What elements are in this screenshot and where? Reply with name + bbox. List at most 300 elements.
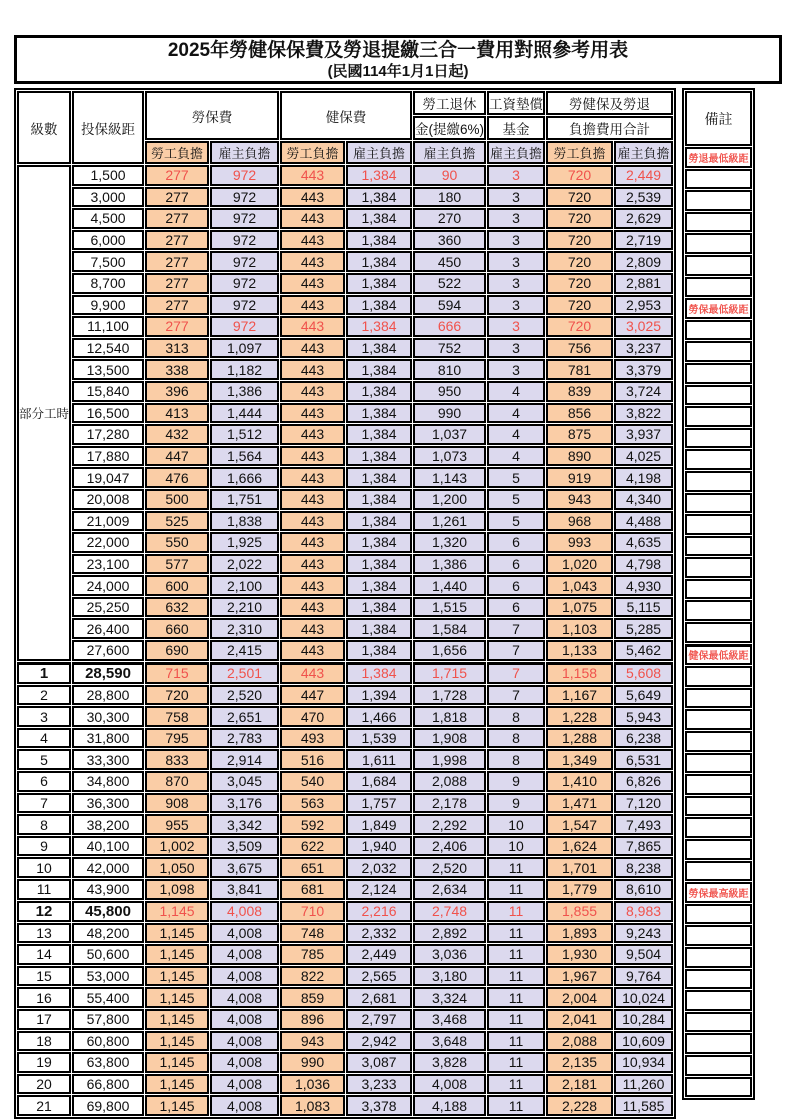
- bracket-cell: 20,008: [72, 489, 144, 510]
- value-cell: 810: [413, 359, 486, 380]
- value-cell: 11: [487, 901, 545, 922]
- value-cell: 2,748: [413, 901, 486, 922]
- value-cell: 3: [487, 208, 545, 229]
- note-row: [685, 644, 752, 666]
- value-cell: 1,908: [413, 728, 486, 749]
- value-cell: 3,828: [413, 1052, 486, 1073]
- note-row: [685, 1055, 752, 1076]
- note-row: [685, 363, 752, 384]
- table-row: [17, 424, 673, 445]
- note-row: [685, 536, 752, 557]
- table-row: [17, 944, 673, 965]
- note-row: [685, 190, 752, 211]
- level-cell: 1: [17, 662, 71, 684]
- value-cell: 2,783: [210, 728, 279, 749]
- note-row: [685, 169, 752, 190]
- bracket-cell: 69,800: [72, 1095, 144, 1116]
- bracket-cell: 26,400: [72, 618, 144, 639]
- notes-table-body: [685, 147, 752, 1097]
- value-cell: 748: [280, 923, 345, 944]
- bracket-cell: 38,200: [72, 814, 144, 835]
- note-cell: [685, 493, 752, 514]
- value-cell: 1,701: [546, 857, 613, 878]
- value-cell: 3,180: [413, 966, 486, 987]
- note-row: [685, 925, 752, 946]
- value-cell: 1,384: [346, 597, 412, 618]
- value-cell: 443: [280, 532, 345, 553]
- table-row: [17, 338, 673, 359]
- bracket-cell: 48,200: [72, 923, 144, 944]
- value-cell: 833: [145, 749, 209, 770]
- table-row: [17, 923, 673, 944]
- table-row: [17, 295, 673, 316]
- value-cell: 8: [487, 749, 545, 770]
- value-cell: 1,002: [145, 836, 209, 857]
- value-cell: 3,342: [210, 814, 279, 835]
- table-row: [17, 489, 673, 510]
- value-cell: 1,384: [346, 618, 412, 639]
- note-row: [685, 212, 752, 233]
- value-cell: 1,320: [413, 532, 486, 553]
- value-cell: 720: [546, 273, 613, 294]
- value-cell: 972: [210, 251, 279, 272]
- reference-sheet: [14, 35, 782, 1119]
- value-cell: 758: [145, 706, 209, 727]
- value-cell: 1,440: [413, 575, 486, 596]
- value-cell: 720: [546, 165, 613, 186]
- value-cell: 5: [487, 489, 545, 510]
- value-cell: 10,284: [614, 1009, 673, 1030]
- table-row: [17, 381, 673, 402]
- value-cell: 11: [487, 1009, 545, 1030]
- note-cell: [685, 449, 752, 470]
- table-row: [17, 879, 673, 900]
- value-cell: 4,930: [614, 575, 673, 596]
- note-cell: [685, 277, 752, 298]
- value-cell: 443: [280, 511, 345, 532]
- table-row: [17, 857, 673, 878]
- value-cell: 11: [487, 987, 545, 1008]
- note-cell: 健保最低級距: [685, 644, 752, 666]
- value-cell: 447: [145, 446, 209, 467]
- bracket-cell: 66,800: [72, 1074, 144, 1095]
- value-cell: 3,822: [614, 403, 673, 424]
- value-cell: 990: [413, 403, 486, 424]
- value-cell: 443: [280, 208, 345, 229]
- note-row: [685, 969, 752, 990]
- table-row: [17, 554, 673, 575]
- value-cell: 277: [145, 208, 209, 229]
- value-cell: 2,539: [614, 187, 673, 208]
- value-cell: 2,181: [546, 1074, 613, 1095]
- value-cell: 447: [280, 685, 345, 706]
- note-row: [685, 947, 752, 968]
- bracket-cell: 21,009: [72, 511, 144, 532]
- value-cell: 1,384: [346, 359, 412, 380]
- bracket-cell: 13,500: [72, 359, 144, 380]
- note-row: [685, 1012, 752, 1033]
- value-cell: 10: [487, 814, 545, 835]
- value-cell: 443: [280, 640, 345, 661]
- value-cell: 4,008: [210, 944, 279, 965]
- value-cell: 3: [487, 295, 545, 316]
- bracket-cell: 8,700: [72, 273, 144, 294]
- subheader-employer-share: 雇主負擔: [487, 141, 545, 164]
- value-cell: 2,124: [346, 879, 412, 900]
- value-cell: 11: [487, 1052, 545, 1073]
- note-cell: [685, 1012, 752, 1033]
- value-cell: 943: [546, 489, 613, 510]
- value-cell: 10,934: [614, 1052, 673, 1073]
- note-cell: [685, 255, 752, 276]
- value-cell: 360: [413, 230, 486, 251]
- value-cell: 859: [280, 987, 345, 1008]
- value-cell: 525: [145, 511, 209, 532]
- value-cell: 4,008: [210, 1009, 279, 1030]
- value-cell: 3,025: [614, 316, 673, 337]
- note-cell: [685, 622, 752, 643]
- value-cell: 3: [487, 359, 545, 380]
- value-cell: 3: [487, 230, 545, 251]
- value-cell: 1,666: [210, 467, 279, 488]
- value-cell: 785: [280, 944, 345, 965]
- value-cell: 443: [280, 575, 345, 596]
- value-cell: 5: [487, 467, 545, 488]
- page-subtitle: (民國114年1月1日起): [327, 62, 469, 80]
- note-row: [685, 514, 752, 535]
- value-cell: 1,967: [546, 966, 613, 987]
- value-cell: 1,158: [546, 662, 613, 684]
- table-row: [17, 771, 673, 792]
- note-cell: [685, 536, 752, 557]
- level-cell: 6: [17, 771, 71, 792]
- bracket-cell: 22,000: [72, 532, 144, 553]
- value-cell: 10,024: [614, 987, 673, 1008]
- value-cell: 3,509: [210, 836, 279, 857]
- value-cell: 443: [280, 359, 345, 380]
- level-cell: 14: [17, 944, 71, 965]
- value-cell: 1,384: [346, 295, 412, 316]
- header-wage-fund-line2: 基金: [487, 116, 545, 140]
- table-row: [17, 640, 673, 661]
- value-cell: 1,779: [546, 879, 613, 900]
- value-cell: 592: [280, 814, 345, 835]
- fee-table: [14, 88, 676, 1119]
- table-row: [17, 1052, 673, 1073]
- note-cell: [685, 1033, 752, 1054]
- value-cell: 1,200: [413, 489, 486, 510]
- value-cell: 1,020: [546, 554, 613, 575]
- title-box: [14, 35, 782, 84]
- value-cell: 6: [487, 554, 545, 575]
- value-cell: 720: [546, 187, 613, 208]
- value-cell: 4,008: [210, 1074, 279, 1095]
- note-row: [685, 904, 752, 925]
- note-cell: [685, 600, 752, 621]
- value-cell: 4,008: [210, 901, 279, 922]
- value-cell: 9: [487, 793, 545, 814]
- value-cell: 1,036: [280, 1074, 345, 1095]
- note-cell: [685, 190, 752, 211]
- value-cell: 1,228: [546, 706, 613, 727]
- value-cell: 1,656: [413, 640, 486, 661]
- value-cell: 720: [546, 316, 613, 337]
- table-row: [17, 251, 673, 272]
- note-row: [685, 861, 752, 882]
- value-cell: 443: [280, 554, 345, 575]
- value-cell: 6: [487, 597, 545, 618]
- value-cell: 1,384: [346, 489, 412, 510]
- note-row: [685, 298, 752, 319]
- note-row: [685, 341, 752, 362]
- note-cell: [685, 796, 752, 817]
- value-cell: 550: [145, 532, 209, 553]
- note-cell: [685, 212, 752, 233]
- note-row: [685, 579, 752, 600]
- value-cell: 1,384: [346, 187, 412, 208]
- value-cell: 277: [145, 251, 209, 272]
- table-row: [17, 446, 673, 467]
- bracket-cell: 42,000: [72, 857, 144, 878]
- table-row: [17, 966, 673, 987]
- value-cell: 11,585: [614, 1095, 673, 1116]
- value-cell: 4,198: [614, 467, 673, 488]
- value-cell: 2,881: [614, 273, 673, 294]
- value-cell: 3,937: [614, 424, 673, 445]
- subheader-employer-share: 雇主負擔: [413, 141, 486, 164]
- bracket-cell: 57,800: [72, 1009, 144, 1030]
- bracket-cell: 36,300: [72, 793, 144, 814]
- value-cell: 1,349: [546, 749, 613, 770]
- value-cell: 919: [546, 467, 613, 488]
- table-row: [17, 662, 673, 684]
- note-cell: [685, 233, 752, 254]
- value-cell: 972: [210, 230, 279, 251]
- value-cell: 594: [413, 295, 486, 316]
- level-cell: 3: [17, 706, 71, 727]
- header-wage-fund-line1: 工資墊償: [487, 91, 545, 115]
- note-row: [685, 320, 752, 341]
- value-cell: 1,145: [145, 1031, 209, 1052]
- level-cell: 21: [17, 1095, 71, 1116]
- value-cell: 875: [546, 424, 613, 445]
- note-row: [685, 688, 752, 709]
- value-cell: 11: [487, 857, 545, 878]
- value-cell: 1,043: [546, 575, 613, 596]
- value-cell: 277: [145, 295, 209, 316]
- value-cell: 1,564: [210, 446, 279, 467]
- value-cell: 4: [487, 424, 545, 445]
- value-cell: 8,983: [614, 901, 673, 922]
- value-cell: 277: [145, 165, 209, 186]
- value-cell: 4,008: [413, 1074, 486, 1095]
- value-cell: 443: [280, 381, 345, 402]
- value-cell: 540: [280, 771, 345, 792]
- value-cell: 6,826: [614, 771, 673, 792]
- note-cell: 勞保最高級距: [685, 882, 752, 903]
- value-cell: 1,384: [346, 467, 412, 488]
- bracket-cell: 50,600: [72, 944, 144, 965]
- value-cell: 1,143: [413, 467, 486, 488]
- value-cell: 1,384: [346, 208, 412, 229]
- value-cell: 443: [280, 338, 345, 359]
- note-cell: [685, 169, 752, 190]
- level-cell: 9: [17, 836, 71, 857]
- value-cell: 955: [145, 814, 209, 835]
- value-cell: 2,953: [614, 295, 673, 316]
- value-cell: 3,176: [210, 793, 279, 814]
- value-cell: 2,415: [210, 640, 279, 661]
- value-cell: 990: [280, 1052, 345, 1073]
- value-cell: 1,584: [413, 618, 486, 639]
- value-cell: 1,145: [145, 1074, 209, 1095]
- value-cell: 2,914: [210, 749, 279, 770]
- level-cell: 20: [17, 1074, 71, 1095]
- note-row: [685, 709, 752, 730]
- value-cell: 890: [546, 446, 613, 467]
- value-cell: 2,135: [546, 1052, 613, 1073]
- note-cell: [685, 925, 752, 946]
- value-cell: 9,764: [614, 966, 673, 987]
- value-cell: 2,022: [210, 554, 279, 575]
- value-cell: 1,384: [346, 316, 412, 337]
- value-cell: 443: [280, 662, 345, 684]
- value-cell: 993: [546, 532, 613, 553]
- table-row: [17, 987, 673, 1008]
- value-cell: 522: [413, 273, 486, 294]
- value-cell: 2,088: [413, 771, 486, 792]
- bracket-cell: 6,000: [72, 230, 144, 251]
- subheader-employee-share: 勞工負擔: [280, 141, 345, 164]
- value-cell: 11: [487, 944, 545, 965]
- value-cell: 1,384: [346, 554, 412, 575]
- value-cell: 3,724: [614, 381, 673, 402]
- value-cell: 4,008: [210, 987, 279, 1008]
- value-cell: 11: [487, 923, 545, 944]
- note-cell: [685, 557, 752, 578]
- value-cell: 1,384: [346, 446, 412, 467]
- value-cell: 3: [487, 187, 545, 208]
- value-cell: 10: [487, 836, 545, 857]
- value-cell: 600: [145, 575, 209, 596]
- value-cell: 1,384: [346, 230, 412, 251]
- level-cell: 8: [17, 814, 71, 835]
- value-cell: 3: [487, 316, 545, 337]
- bracket-cell: 9,900: [72, 295, 144, 316]
- value-cell: 1,611: [346, 749, 412, 770]
- value-cell: 4: [487, 381, 545, 402]
- value-cell: 2,004: [546, 987, 613, 1008]
- value-cell: 1,073: [413, 446, 486, 467]
- subheader-employee-share: 勞工負擔: [145, 141, 209, 164]
- value-cell: 443: [280, 165, 345, 186]
- value-cell: 313: [145, 338, 209, 359]
- value-cell: 1,288: [546, 728, 613, 749]
- table-row: [17, 165, 673, 186]
- value-cell: 822: [280, 966, 345, 987]
- table-row: [17, 901, 673, 922]
- value-cell: 450: [413, 251, 486, 272]
- value-cell: 870: [145, 771, 209, 792]
- value-cell: 943: [280, 1031, 345, 1052]
- value-cell: 7,493: [614, 814, 673, 835]
- note-row: [685, 817, 752, 838]
- value-cell: 443: [280, 403, 345, 424]
- note-cell: [685, 320, 752, 341]
- value-cell: 11: [487, 1031, 545, 1052]
- value-cell: 690: [145, 640, 209, 661]
- value-cell: 5,608: [614, 662, 673, 684]
- header-pension-line2: 金(提繳6%): [413, 116, 486, 140]
- value-cell: 2,406: [413, 836, 486, 857]
- value-cell: 720: [145, 685, 209, 706]
- value-cell: 7: [487, 662, 545, 684]
- value-cell: 7,120: [614, 793, 673, 814]
- note-cell: [685, 969, 752, 990]
- value-cell: 1,410: [546, 771, 613, 792]
- value-cell: 1,050: [145, 857, 209, 878]
- note-row: [685, 796, 752, 817]
- value-cell: 5,115: [614, 597, 673, 618]
- value-cell: 443: [280, 597, 345, 618]
- note-cell: [685, 385, 752, 406]
- note-row: [685, 600, 752, 621]
- header-bracket: 投保級距: [72, 91, 144, 164]
- note-cell: [685, 731, 752, 752]
- value-cell: 6,531: [614, 749, 673, 770]
- value-cell: 1,751: [210, 489, 279, 510]
- note-row: [685, 731, 752, 752]
- bracket-cell: 63,800: [72, 1052, 144, 1073]
- value-cell: 7: [487, 640, 545, 661]
- value-cell: 1,145: [145, 987, 209, 1008]
- table-row: [17, 403, 673, 424]
- value-cell: 1,261: [413, 511, 486, 532]
- note-cell: [685, 774, 752, 795]
- value-cell: 1,145: [145, 1009, 209, 1030]
- table-row: [17, 187, 673, 208]
- value-cell: 1,098: [145, 879, 209, 900]
- value-cell: 752: [413, 338, 486, 359]
- value-cell: 1,384: [346, 165, 412, 186]
- value-cell: 1,384: [346, 273, 412, 294]
- value-cell: 2,100: [210, 575, 279, 596]
- value-cell: 3,379: [614, 359, 673, 380]
- value-cell: 968: [546, 511, 613, 532]
- value-cell: 90: [413, 165, 486, 186]
- value-cell: 443: [280, 273, 345, 294]
- note-row: [685, 233, 752, 254]
- value-cell: 413: [145, 403, 209, 424]
- value-cell: 1,386: [413, 554, 486, 575]
- value-cell: 3,087: [346, 1052, 412, 1073]
- level-cell: 17: [17, 1009, 71, 1030]
- value-cell: 720: [546, 230, 613, 251]
- value-cell: 8: [487, 706, 545, 727]
- table-row: [17, 1009, 673, 1030]
- value-cell: 2,310: [210, 618, 279, 639]
- value-cell: 1,075: [546, 597, 613, 618]
- note-cell: [685, 341, 752, 362]
- value-cell: 1,384: [346, 251, 412, 272]
- value-cell: 443: [280, 618, 345, 639]
- value-cell: 1,145: [145, 1052, 209, 1073]
- note-cell: [685, 839, 752, 860]
- value-cell: 6: [487, 575, 545, 596]
- note-cell: 勞退最低級距: [685, 147, 752, 168]
- value-cell: 1,145: [145, 901, 209, 922]
- value-cell: 3,324: [413, 987, 486, 1008]
